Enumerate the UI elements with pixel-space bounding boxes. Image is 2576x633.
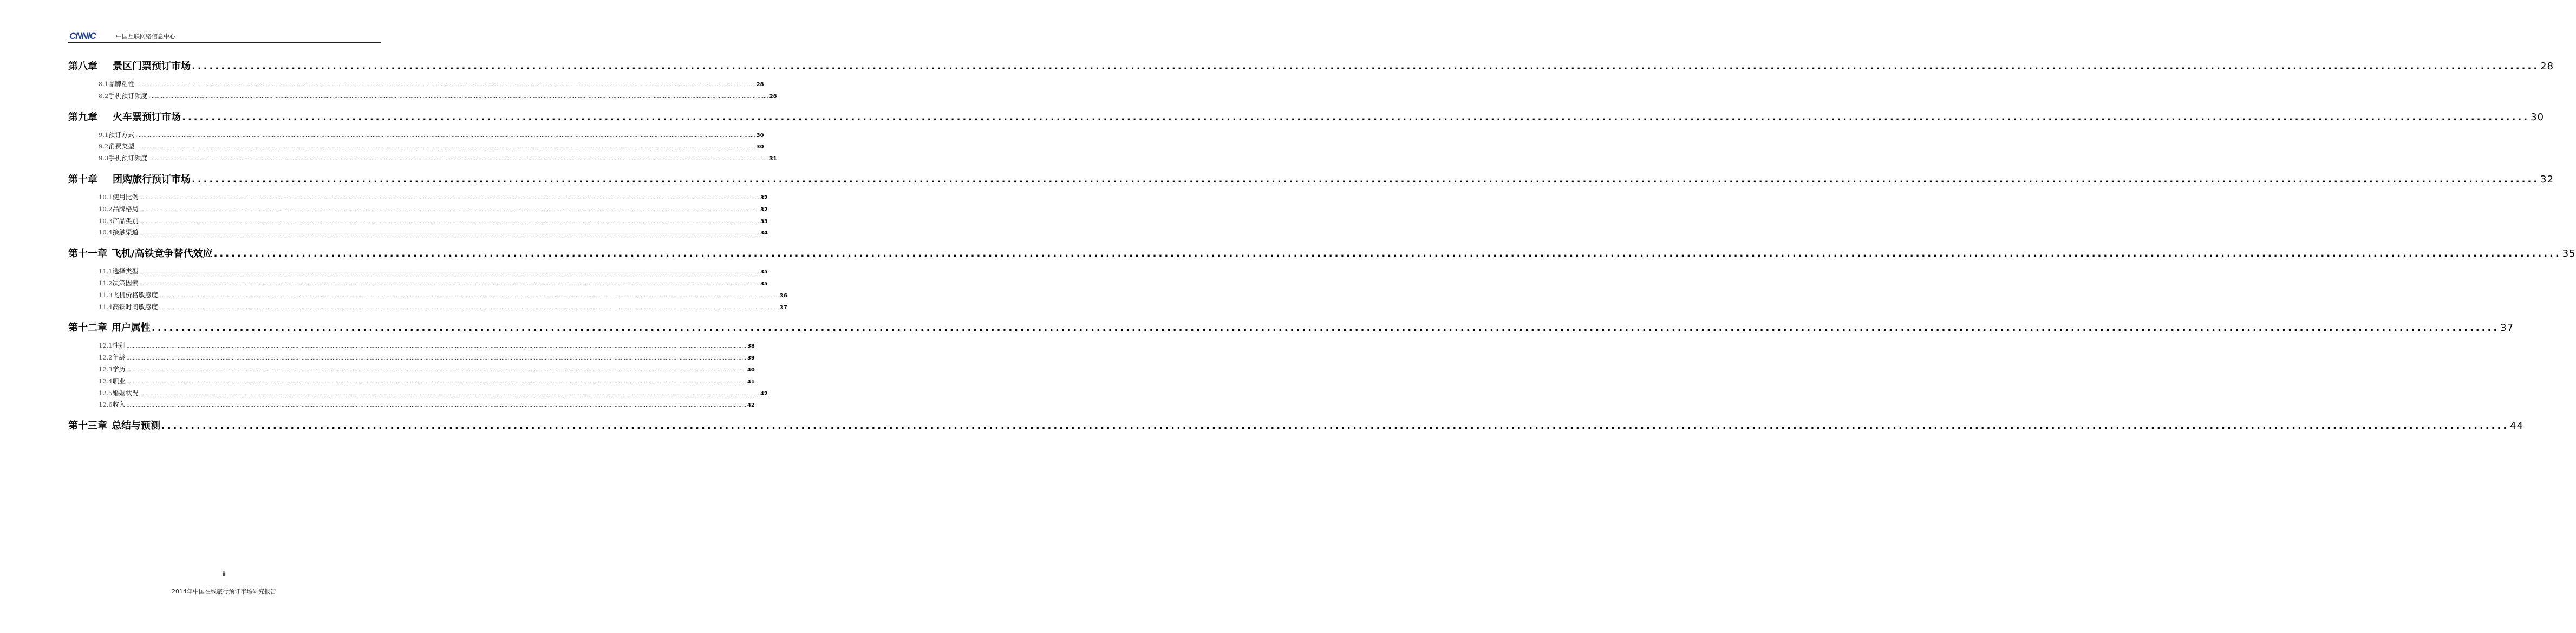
dot-leader: ................................................................................................................................................................................................................................................................................................................................................................................................................ [139,281,759,287]
chapter-title: 团购旅行预订市场 [113,173,191,185]
section-list [68,126,777,172]
section-title: 高铁时间敏感度 [112,303,158,311]
dot-leader: ................................................................................................................................................................................................................................................................................................................................................................................................................ [139,391,759,397]
page-number: ii [222,571,226,577]
dot-leader: ................................................................................................................................................................................................................................................................................................................................................................................................................ [192,61,2540,72]
section-number: 11.2 [99,279,113,287]
toc-section-entry[interactable] [68,400,755,412]
dot-leader: ................................................................................................................................................................................................................................................................................................................................................................................................................ [148,94,768,100]
section-page-number: 28 [756,82,764,88]
toc-section-entry[interactable] [68,278,768,290]
section-page-number: 41 [747,379,755,385]
chapter-title: 用户属性 [112,322,151,334]
org-name: 中国互联网络信息中心 [116,33,175,40]
section-number: 12.4 [99,377,113,385]
section-list [68,188,768,246]
section-title: 预订方式 [108,130,135,139]
section-title: 品牌格局 [112,205,139,213]
section-title: 年龄 [112,354,126,362]
toc-section-entry[interactable] [68,376,755,388]
chapter-label: 第十一章 [68,248,107,260]
toc-chapter-entry[interactable] [68,418,2524,434]
toc-section-entry[interactable] [68,353,755,364]
chapter-page-number: 37 [2500,322,2514,334]
toc-section-entry[interactable] [68,302,787,314]
section-title: 手机预订频度 [108,92,148,100]
cnnic-logo-icon [69,31,105,41]
dot-leader: ................................................................................................................................................................................................................................................................................................................................................................................................................ [139,270,759,276]
section-page-number: 31 [769,156,777,162]
toc-section-entry[interactable] [68,153,777,165]
section-title: 使用比例 [112,193,139,201]
section-page-number: 35 [760,280,768,287]
dot-leader: ................................................................................................................................................................................................................................................................................................................................................................................................................ [139,231,759,237]
toc-section-entry[interactable] [68,91,777,103]
page-header [68,30,381,43]
dot-leader: ................................................................................................................................................................................................................................................................................................................................................................................................................ [126,367,746,373]
section-number: 9.3 [99,154,109,162]
section-page-number: 32 [760,194,768,201]
section-number: 10.1 [99,193,113,201]
section-number: 11.3 [99,291,113,299]
section-page-number: 36 [779,292,787,299]
chapter-label: 第十章 [68,173,97,185]
toc-chapter-entry[interactable] [68,58,2554,75]
chapter-label: 第九章 [68,111,97,123]
section-page-number: 30 [756,144,764,151]
dot-leader: ................................................................................................................................................................................................................................................................................................................................................................................................................ [152,322,2500,334]
table-of-contents [68,58,2576,441]
section-title: 飞机价格敏感度 [112,291,158,299]
chapter-spacer [68,434,381,441]
toc-chapter-entry[interactable] [68,109,2545,126]
chapter-page-number: 30 [2531,111,2545,123]
toc-section-entry[interactable] [68,341,755,353]
chapter-label: 第十二章 [68,322,107,334]
toc-section-entry[interactable] [68,266,768,278]
section-number: 12.2 [99,354,113,362]
section-page-number: 40 [747,367,755,373]
section-title: 接触渠道 [112,229,139,237]
section-title: 性别 [112,342,126,350]
section-title: 手机预订频度 [108,154,148,162]
section-number: 10.4 [99,229,113,237]
toc-section-entry[interactable] [68,130,764,142]
dot-leader: ................................................................................................................................................................................................................................................................................................................................................................................................................ [135,133,755,139]
dot-leader: ................................................................................................................................................................................................................................................................................................................................................................................................................ [139,195,759,201]
chapter-page-number: 44 [2510,420,2524,432]
toc-chapter-entry[interactable] [68,172,2554,188]
section-number: 12.3 [99,365,113,373]
section-number: 8.1 [99,80,109,88]
dot-leader: ................................................................................................................................................................................................................................................................................................................................................................................................................ [126,344,746,350]
section-page-number: 39 [747,355,755,362]
dot-leader: ................................................................................................................................................................................................................................................................................................................................................................................................................ [135,82,755,88]
section-number: 9.2 [99,142,109,151]
section-title: 选择类型 [112,267,139,276]
section-page-number: 30 [756,132,764,139]
chapter-title: 总结与预测 [112,420,160,432]
dot-leader: ................................................................................................................................................................................................................................................................................................................................................................................................................ [126,403,746,409]
section-title: 品牌粘性 [108,80,135,88]
dot-leader: ................................................................................................................................................................................................................................................................................................................................................................................................................ [139,207,759,213]
section-page-number: 33 [760,218,768,225]
section-list [68,262,787,320]
section-number: 12.1 [99,342,113,350]
toc-section-entry[interactable] [68,79,764,91]
toc-section-entry[interactable] [68,192,768,204]
section-page-number: 28 [769,93,777,100]
section-page-number: 42 [760,390,768,397]
section-title: 婚姻状况 [112,389,139,397]
section-number: 9.1 [99,130,109,139]
section-title: 职业 [112,377,126,385]
cnnic-logo [69,30,105,41]
chapter-page-number: 35 [2562,248,2576,260]
section-number: 10.2 [99,205,113,213]
section-title: 决策因素 [112,279,139,287]
section-title: 学历 [112,365,126,373]
section-number: 11.4 [99,303,113,311]
dot-leader: ................................................................................................................................................................................................................................................................................................................................................................................................................ [139,219,759,225]
chapter-page-number: 28 [2540,61,2554,72]
toc-section-entry[interactable] [68,227,768,239]
dot-leader: ................................................................................................................................................................................................................................................................................................................................................................................................................ [182,111,2530,123]
section-title: 产品类别 [112,217,139,225]
toc-section-entry[interactable] [68,204,768,216]
chapter-title: 飞机/高铁竞争替代效应 [112,248,213,260]
section-title: 消费类型 [108,142,135,151]
section-page-number: 37 [779,304,787,311]
toc-chapter-entry[interactable] [68,320,2514,336]
chapter-label: 第八章 [68,61,97,72]
toc-section-entry[interactable] [68,388,768,400]
dot-leader: ................................................................................................................................................................................................................................................................................................................................................................................................................ [213,248,2561,260]
dot-leader: ................................................................................................................................................................................................................................................................................................................................................................................................................ [159,293,779,299]
chapter-title: 火车票预订市场 [113,111,181,123]
dot-leader: ................................................................................................................................................................................................................................................................................................................................................................................................................ [126,379,746,385]
section-number: 10.3 [99,217,113,225]
section-title: 收入 [112,401,126,409]
toc-section-entry[interactable] [68,364,755,376]
section-list [68,336,768,418]
section-list [68,75,777,109]
toc-section-entry[interactable] [68,290,787,302]
dot-leader: ................................................................................................................................................................................................................................................................................................................................................................................................................ [159,305,779,311]
section-page-number: 35 [760,269,768,276]
section-page-number: 42 [747,402,755,409]
dot-leader: ................................................................................................................................................................................................................................................................................................................................................................................................................ [135,145,755,151]
section-number: 12.5 [99,389,113,397]
report-title: 2014年中国在线旅行预订市场研究报告 [172,588,276,595]
chapter-label: 第十三章 [68,420,107,432]
dot-leader: ................................................................................................................................................................................................................................................................................................................................................................................................................ [126,356,746,362]
section-page-number: 34 [760,230,768,237]
dot-leader: ................................................................................................................................................................................................................................................................................................................................................................................................................ [192,173,2540,185]
chapter-page-number: 32 [2540,173,2554,185]
section-number: 11.1 [99,267,113,276]
section-number: 8.2 [99,92,109,100]
dot-leader: ................................................................................................................................................................................................................................................................................................................................................................................................................ [161,420,2509,432]
svg-text:CNNIC: CNNIC [69,31,96,41]
section-number: 12.6 [99,401,113,409]
toc-section-entry[interactable] [68,141,764,153]
toc-section-entry[interactable] [68,216,768,228]
toc-chapter-entry[interactable] [68,246,2576,262]
chapter-title: 景区门票预订市场 [113,61,191,72]
dot-leader: ................................................................................................................................................................................................................................................................................................................................................................................................................ [148,156,768,162]
section-page-number: 32 [760,206,768,213]
section-page-number: 38 [747,343,755,350]
